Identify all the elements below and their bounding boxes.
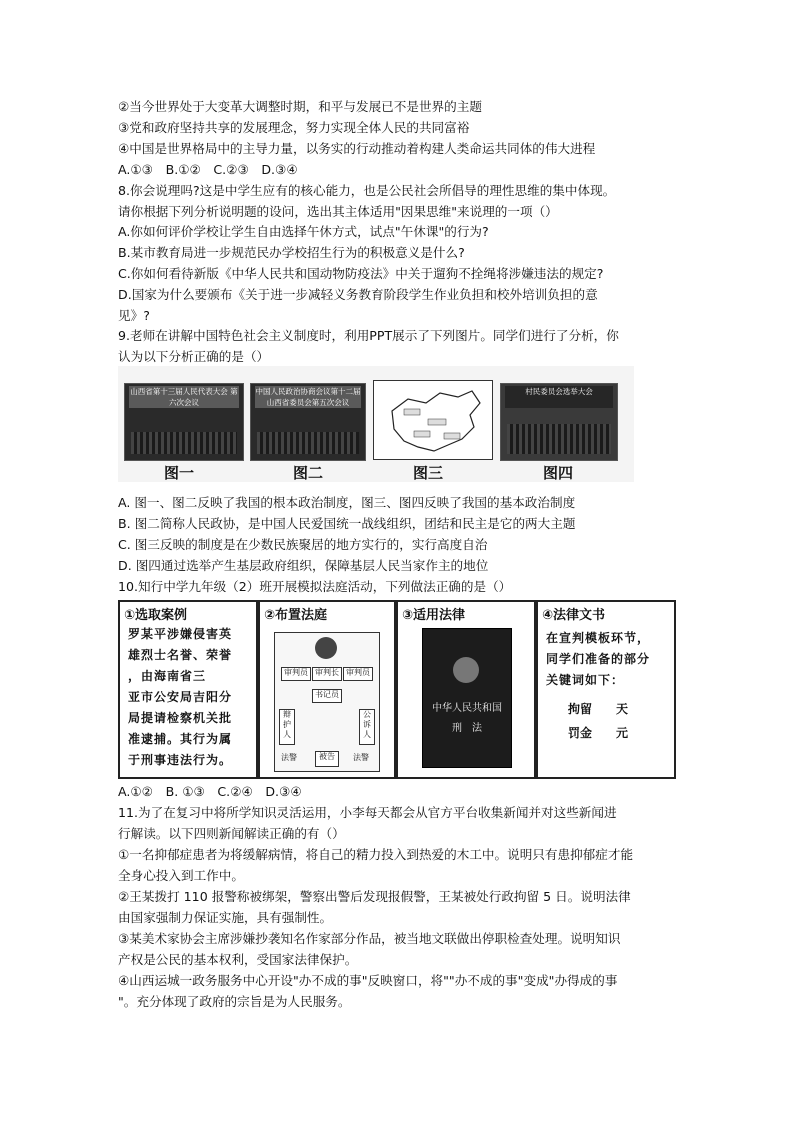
q11-item2-line2: 由国家强制力保证实施，具有强制性。 (118, 910, 333, 925)
panel-case (118, 600, 258, 779)
q7-option-3: ③党和政府坚持共享的发展理念，努力实现全体人民的共同富裕 (118, 120, 470, 135)
figure-4-banner: 村民委员会选举大会 (505, 386, 613, 408)
q10-stem: 10.知行中学九年级（2）班开展模拟法庭活动，下列做法正确的是（） (118, 579, 512, 594)
figure-2-audience (257, 432, 359, 454)
seat-judge-left: 审判员 (281, 667, 311, 681)
q11-stem-line1: 11.为了在复习中将所学知识灵活运用，小李每天都会从官方平台收集新闻并对这些新闻进 (118, 805, 617, 820)
seat-judge-right: 审判员 (343, 667, 373, 681)
q8-option-d-line2: 见》? (118, 308, 150, 323)
panel-document (536, 600, 676, 779)
figure-1-audience (131, 432, 237, 454)
q11-item4-line1: ④山西运城一政务服务中心开设"办不成的事"反映窗口，将""办不成的事"变成"办得成的事 (118, 973, 618, 988)
criminal-law-book (422, 628, 512, 768)
panel-document-body: 在宣判模板环节， 同学们准备的部分 关键词如下： (546, 631, 651, 687)
q9-option-c: C. 图三反映的制度是在少数民族聚居的地方实行的，实行高度自治 (118, 537, 488, 552)
q11-item2-line1: ②王某拨打 110 报警称被绑架，警察出警后发现报假警，王某被处行政拘留 5 日。说明法律 (118, 889, 631, 904)
keyword-fine: 罚金 元 (568, 726, 629, 740)
figure-4-caption: 图四 (543, 464, 574, 482)
q8-option-c: C.你如何看待新版《中华人民共和国动物防疫法》中关于遛狗不拴绳将涉嫌违法的规定? (118, 266, 604, 281)
figure-2-banner: 中国人民政治协商会议第十二届 山西省委员会第五次会议 (255, 387, 361, 407)
seat-defendant: 被告 (315, 751, 339, 767)
q8-stem-line2: 请你根据下列分析说明题的设问，选出其主体适用"因果思维"来说理的一项（） (118, 204, 558, 219)
panel-case-title: ①选取案例 (124, 608, 188, 623)
panel-court-title: ②布置法庭 (264, 608, 328, 623)
panel-law-title: ③适用法律 (402, 608, 466, 623)
figure-1-caption: 图一 (164, 464, 195, 482)
figure-4-voters (507, 424, 611, 454)
q9-option-d: D. 图四通过选举产生基层政府组织，保障基层人民当家作主的地位 (118, 558, 489, 573)
figure-2-photo (250, 383, 366, 461)
panel-case-body: 罗某平涉嫌侵害英 雄烈士名誉、荣誉 ，由海南省三 亚市公安局吉阳分 局提请检察机关批 准逮捕。其行为属 于刑事违法行为。 (128, 627, 233, 767)
panel-document-title: ④法律文书 (542, 608, 606, 623)
book-title-line1: 中华人民共和国 (432, 703, 502, 714)
courtroom-diagram (274, 632, 380, 772)
figure-4-photo (500, 383, 618, 461)
court-emblem-icon (315, 637, 337, 659)
q11-item4-line2: "。充分体现了政府的宗旨是为人民服务。 (118, 994, 351, 1009)
keyword-detention: 拘留 天 (568, 702, 629, 716)
china-map-icon (374, 381, 492, 459)
q8-option-d-line1: D.国家为什么要颁布《关于进一步减轻义务教育阶段学生作业负担和校外培训负担的意 (118, 287, 598, 302)
figure-1-banner: 山西省第十三届人民代表大会 第六次会议 (130, 387, 238, 407)
panel-court (258, 600, 396, 779)
q7-option-4: ④中国是世界格局中的主导力量，以务实的行动推动着构建人类命运共同体的伟大进程 (118, 141, 596, 156)
q8-option-b: B.某市教育局进一步规范民办学校招生行为的积极意义是什么? (118, 245, 465, 260)
q9-stem-line2: 认为以下分析正确的是（） (118, 349, 270, 364)
q9-stem-line1: 9.老师在讲解中国特色社会主义制度时，利用PPT展示了下列图片。同学们进行了分析，你 (118, 328, 619, 343)
q7-choices: A.①③ B.①② C.②③ D.③④ (118, 162, 298, 177)
figure-2-caption: 图二 (293, 464, 324, 482)
q11-item3-line2: 产权是公民的基本权利，受国家法律保护。 (118, 952, 358, 967)
book-title-line2: 刑 法 (452, 723, 482, 734)
q8-stem-line1: 8.你会说理吗?这是中学生应有的核心能力，也是公民社会所倡导的理性思维的集中体现。 (118, 183, 616, 198)
seat-defense: 辩护人 (279, 709, 295, 745)
q9-option-a: A. 图一、图二反映了我国的根本政治制度，图三、图四反映了我国的基本政治制度 (118, 495, 576, 510)
figure-1-photo (124, 383, 244, 461)
bailiff-left: 法警 (281, 753, 297, 762)
national-emblem-icon (453, 657, 479, 683)
seat-prosecutor: 公诉人 (359, 709, 375, 745)
q11-item3-line1: ③某美术家协会主席涉嫌抄袭知名作家部分作品，被当地文联做出停职检查处理。说明知识 (118, 931, 621, 946)
q11-item1-line1: ①一名抑郁症患者为将缓解病情，将自己的精力投入到热爱的木工中。说明只有患抑郁症才能 (118, 847, 634, 862)
bailiff-right: 法警 (353, 753, 369, 762)
q9-option-b: B. 图二简称人民政协，是中国人民爱国统一战线组织，团结和民主是它的两大主题 (118, 516, 576, 531)
figure-3-caption: 图三 (413, 464, 444, 482)
figure-3-map (373, 380, 493, 460)
q10-choices: A.①② B. ①③ C.②④ D.③④ (118, 784, 302, 799)
q7-option-2: ②当今世界处于大变革大调整时期，和平与发展已不是世界的主题 (118, 99, 482, 114)
seat-chief-judge: 审判长 (312, 667, 342, 681)
q8-option-a: A.你如何评价学校让学生自由选择午休方式，试点"午休课"的行为? (118, 224, 489, 239)
q11-item1-line2: 全身心投入到工作中。 (118, 868, 244, 883)
seat-clerk: 书记员 (312, 689, 342, 703)
q11-stem-line2: 行解读。以下四则新闻解读正确的有（） (118, 826, 345, 841)
